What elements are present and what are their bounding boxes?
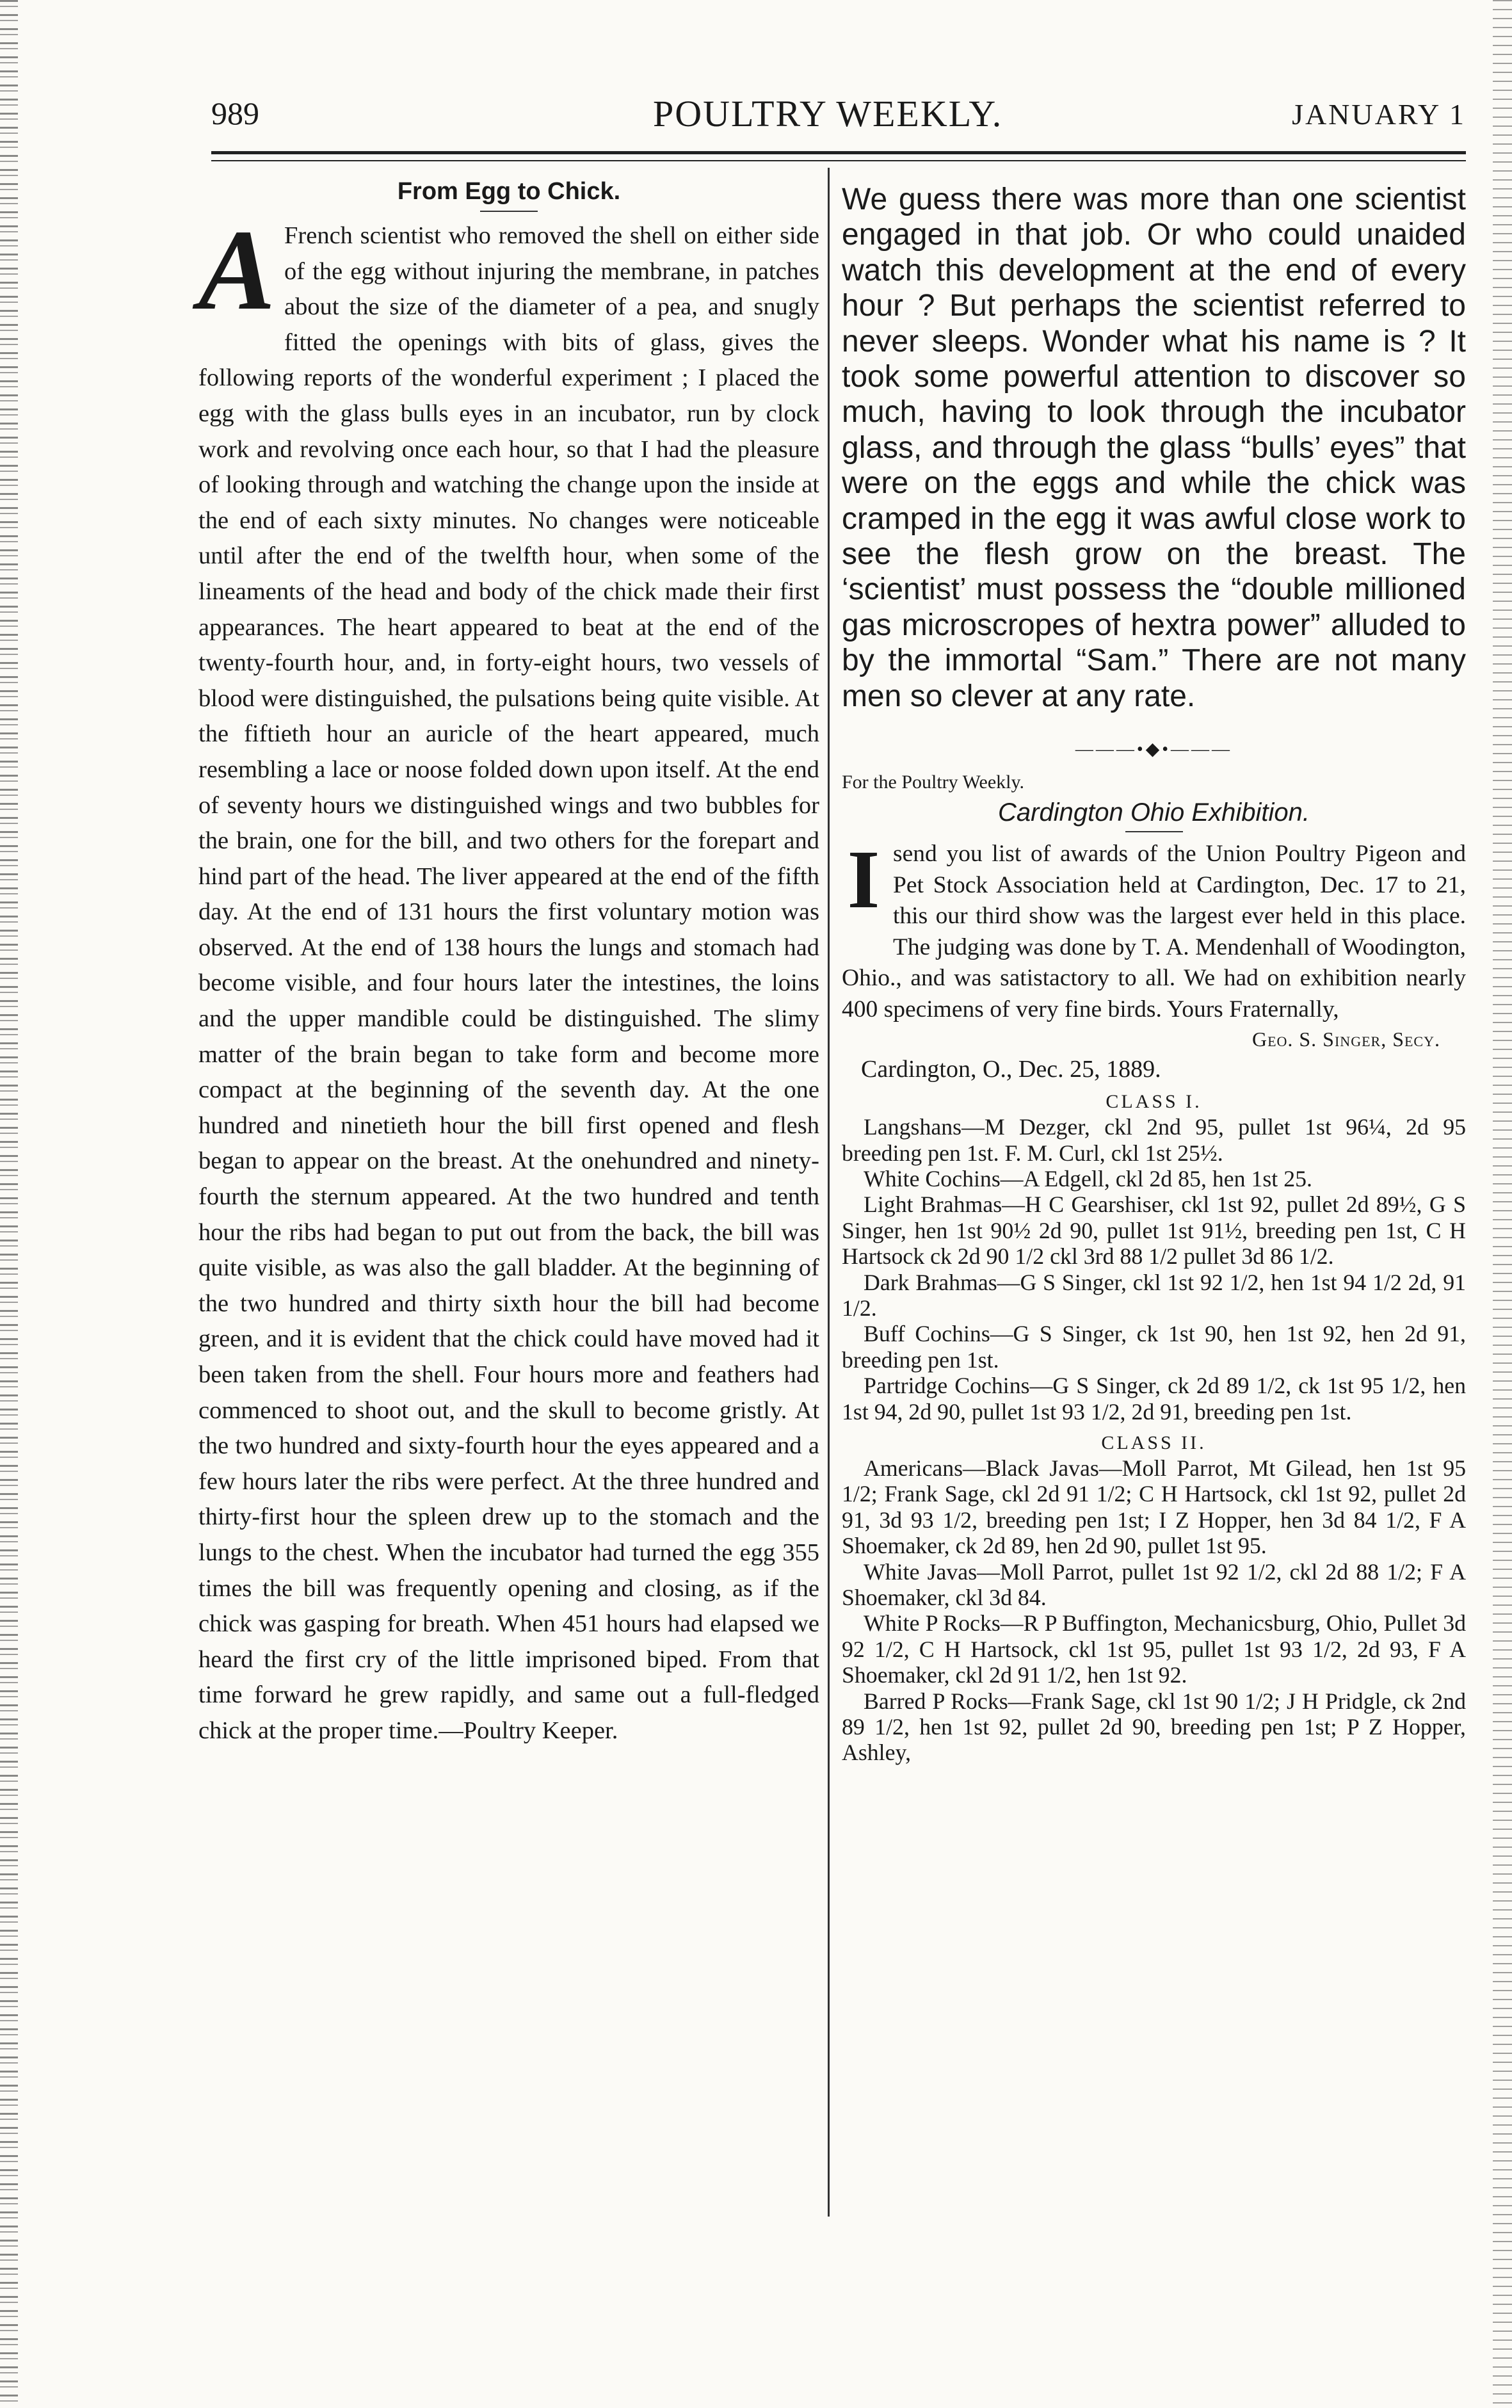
award-entry: Dark Brahmas—G S Singer, ckl 1st 92 1/2, hen 1st 94 1/2 2d, 91 1/2.: [842, 1269, 1466, 1321]
page-number: 989: [211, 95, 259, 131]
award-entry: Partridge Cochins—G S Singer, ck 2d 89 1/2, ck 1st 95 1/2, hen 1st 94, 2d 90, pullet 1st 93 1/2, 2d 91, breeding pen 1st.: [842, 1373, 1466, 1425]
place-date: Cardington, O., Dec. 25, 1889.: [861, 1056, 1161, 1083]
left-column: [198, 173, 819, 1749]
scan-binding-edge-left: [0, 0, 18, 2408]
section-ornament: ———•◆•———: [1075, 739, 1233, 760]
class-1-awards: [842, 1114, 1466, 1425]
article-title: From Egg to Chick.: [397, 178, 621, 205]
exhibition-report: [842, 834, 1466, 1025]
article-body: [198, 206, 819, 1749]
journal-title: POULTRY WEEKLY.: [653, 93, 1003, 134]
article-dropcap: A: [198, 206, 276, 334]
class-2-awards: [842, 1455, 1466, 1766]
page-header: [211, 95, 1466, 146]
award-entry: Langshans—M Dezger, ckl 2nd 95, pullet 1st 96¼, 2d 95 breeding pen 1st. F. M. Curl, ckl 1st 25½.: [842, 1114, 1466, 1166]
award-entry: White Cochins—A Edgell, ckl 2d 85, hen 1st 25.: [864, 1165, 1312, 1192]
report-text: send you list of awards of the Union Poultry Pigeon and Pet Stock Association held at Cardington, Dec. 17 to 21, this our third show was the largest ever held in this place. The judging was done by T. A. Mendenhall of Woodington, Ohio., and was satistactory to all. We had on exhibition nearly 400 specimens of very fine birds. Yours Fraternally,: [842, 841, 1466, 1022]
award-entry: Light Brahmas—H C Gearshiser, ckl 1st 92, pullet 2d 89½, G S Singer, hen 1st 90½ 2d 90, pullet 1st 91½, breeding pen 1st, C H Hartsock ck 2d 90 1/2 ckl 3rd 88 1/2 pullet 3d 86 1/2.: [842, 1192, 1466, 1270]
exhibition-title: Cardington Ohio Exhibition.: [998, 798, 1310, 827]
for-line: For the Poultry Weekly.: [842, 772, 1025, 793]
exhibition-title-rule: [1125, 831, 1183, 832]
column-divider: [828, 168, 830, 2217]
class-2-heading: CLASS II.: [1101, 1432, 1207, 1453]
class-1-heading: CLASS I.: [1106, 1091, 1202, 1113]
award-entry: Barred P Rocks—Frank Sage, ckl 1st 90 1/2; J H Pridgle, ck 2nd 89 1/2, hen 1st 92, pullet 2d 90, breeding pen 1st; P Z Hopper, Ashley,: [842, 1688, 1466, 1766]
award-entry: White Javas—Moll Parrot, pullet 1st 92 1/2, ckl 2d 88 1/2; F A Shoemaker, ckl 3d 84.: [842, 1558, 1466, 1610]
report-dropcap: I: [847, 834, 880, 926]
editor-comment: We guess there was more than one scientist engaged in that job. Or who could unaided watch this development at the end of every hour ? But perhaps the scientist referred to never sleeps. Wonder what his name is ? It took some powerful attention to discover so much, having to look through the incubator glass, and through the glass “bulls’ eyes” that were on the eggs and while the chick was cramped in the egg it was awful close work to see the flesh grow on the breast. The ‘scientist’ must possess the “double millioned gas microscropes of hextra power” alluded to by the immortal “Sam.” There are not many men so clever at any rate.: [842, 182, 1466, 713]
scan-edge-right: [1493, 0, 1512, 2408]
signature: Geo. S. Singer, Secy.: [1251, 1028, 1440, 1051]
award-entry: Americans—Black Javas—Moll Parrot, Mt Gilead, hen 1st 95 1/2; Frank Sage, ckl 2d 91 1/2; C H Hartsock, ckl 1st 92, pullet 2d 91, 3d 93 1/2, breeding pen 1st; I Z Hopper, hen 3d 84 1/2, F A Shoemaker, ck 2d 89, hen 2d 90, pullet 1st 95.: [842, 1455, 1466, 1559]
title-rule: [480, 211, 538, 212]
award-entry: Buff Cochins—G S Singer, ck 1st 90, hen 1st 92, hen 2d 91, breeding pen 1st.: [842, 1321, 1466, 1373]
article-text: French scientist who removed the shell on either side of the egg without injuring the membrane, in patches about the size of the diameter of a pea, and snugly fitted the openings with bits of glass, gives the following reports of the wonderful experiment ; I placed the egg with the glass bulls eyes in an incubator, run by clock work and revolving once each hour, so that I had the pleasure of looking through and watching the change upon the inside at the end of each sixty minutes. No changes were noticeable until after the end of the twelfth hour, when some of the lineaments of the head and body of the chick made their first appearances. The heart appeared to beat at the end of the twenty-fourth hour, and, in forty-eight hours, two vessels of blood were distinguished, the pulsations being quite visible. At the fiftieth hour an auricle of the heart appeared, much resembling a lace or noose folded down upon itself. At the end of seventy hours we distinguished wings and two bubbles for the brain, one for the bill, and two others for the forepart and hind part of the head. The liver appeared at the end of the fifth day. At the end of 131 hours the first voluntary motion was observed. At the end of 138 hours the lungs and stomach had become visible, and four hours later the intestines, the loins and the upper mandible could be distinguished. The slimy matter of the brain began to take form and become more compact at the beginning of the seventh day. At the one hundred and ninetieth hour the bill first opened and flesh began to appear on the breast. At the onehundred and ninety-fourth the sternum appeared. At the two hundred and tenth hour the ribs had began to put out from the back, the bill was quite visible, as was also the gall bladder. At the beginning of the two hundred and thirty sixth hour the bill had become green, and it is evident that the chick could have moved had it been taken from the shell. Four hours more and feathers had commenced to shoot out, and the skull to become gristly. At the two hundred and sixty-fourth hour the eyes appeared and a few hours later the ribs were perfect. At the three hundred and thirty-first hour the spleen drew up to the stomach and the lungs to the chest. When the incubator had turned the egg 355 times the bill was frequently opening and closing, as if the chick was gasping for breath. When 451 hours had elapsed we heard the first cry of the little imprisoned biped. From that time forward he grew rapidly, and same out a full-fledged chick at the proper time.—Poultry Keeper.: [198, 222, 819, 1744]
issue-date: JANUARY 1: [1292, 98, 1466, 131]
header-rule-thick: [211, 151, 1466, 154]
right-column: [842, 173, 1466, 1766]
award-entry: White P Rocks—R P Buffington, Mechanicsburg, Ohio, Pullet 3d 92 1/2, C H Hartsock, ckl 1st 95, pullet 1st 93 1/2, 2d 93, F A Shoemaker, ckl 2d 91 1/2, hen 1st 92.: [842, 1610, 1466, 1688]
header-rule-thin: [211, 160, 1466, 161]
